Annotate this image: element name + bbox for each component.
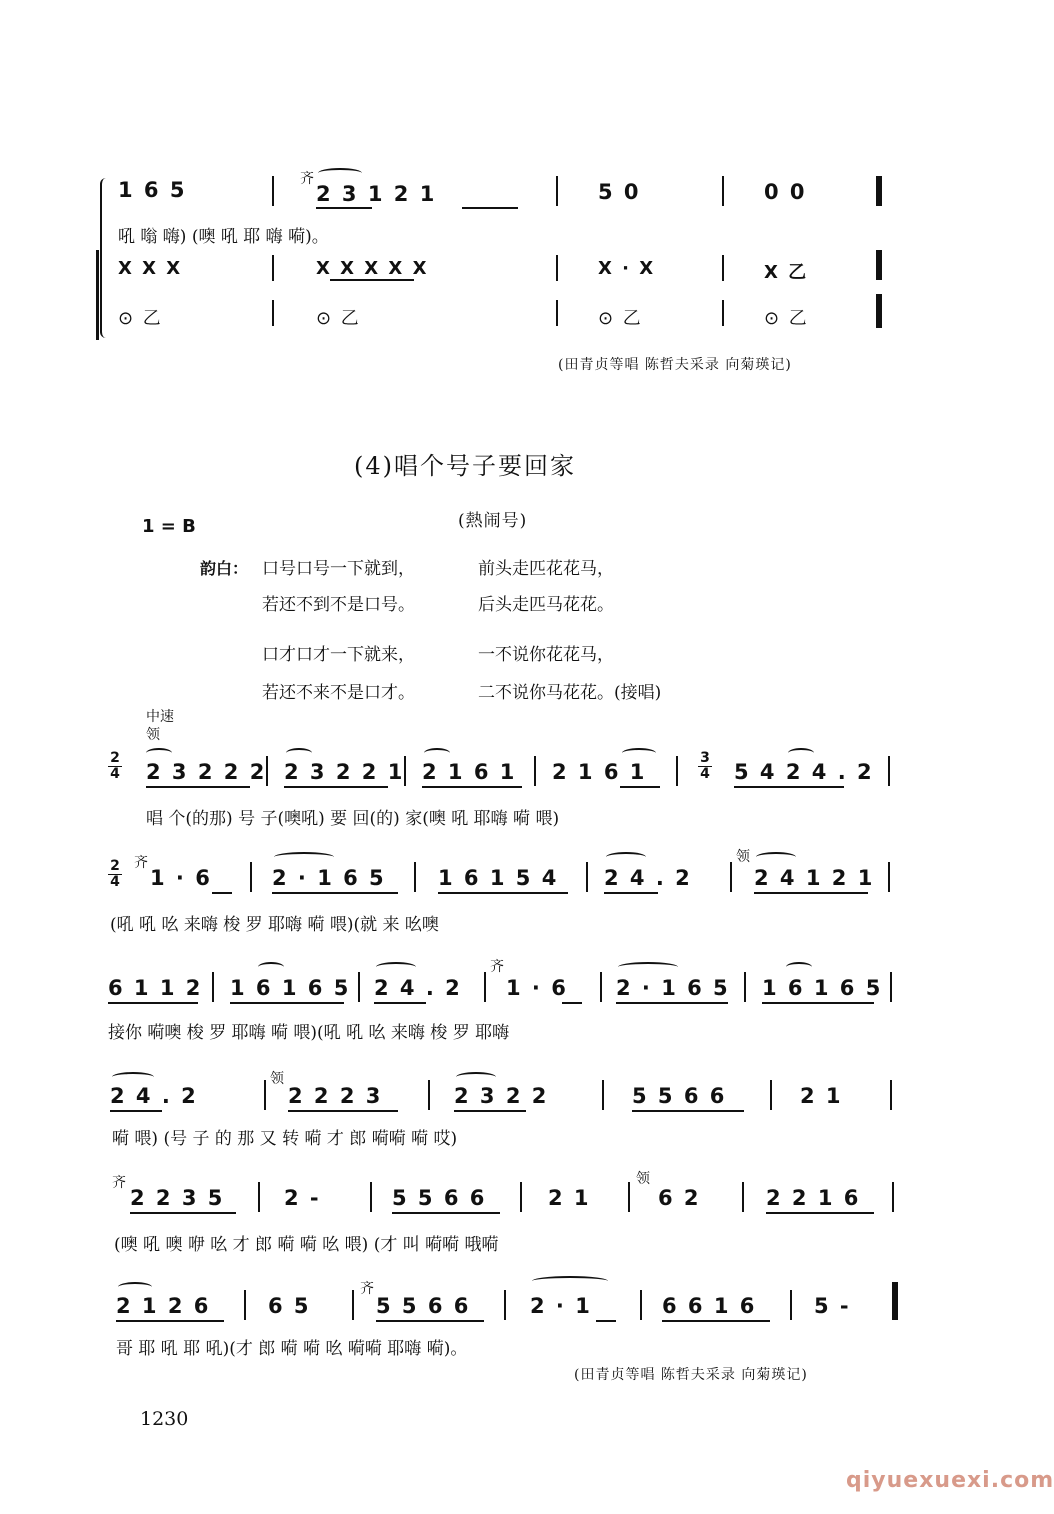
row4-m4: 5 5 6 6: [632, 1084, 727, 1108]
top-perc2-m4: ⊙ 乙: [764, 308, 809, 329]
beam: [604, 892, 658, 894]
row1-m5: 5 4 2 4 . 2: [734, 760, 874, 784]
barline: [722, 255, 724, 281]
page-number: 1230: [140, 1408, 189, 1430]
row4-lyrics: 嗬 喂) (号 子 的 那 又 转 嗬 才 郎 嗬嗬 嗬 哎): [112, 1129, 458, 1149]
tempo-mark: 中速: [146, 709, 174, 725]
barline: [676, 756, 678, 786]
barline: [520, 1182, 522, 1212]
row4-m1: 2 4 . 2: [110, 1084, 198, 1108]
recite-line: 口才口才一下就来，: [262, 645, 415, 665]
row5-m5: 6 2: [658, 1186, 701, 1210]
barline: [258, 1182, 260, 1212]
top-perc1-m4: X 乙: [764, 262, 809, 283]
lead-mark: 领: [270, 1071, 284, 1087]
barline: [556, 255, 558, 281]
beam: [272, 892, 398, 894]
row4-m2: 2 2 2 3: [288, 1084, 383, 1108]
recite-label: 韵白：: [200, 559, 249, 578]
row4-m5: 2 1: [800, 1084, 843, 1108]
top-perc2-m2: ⊙ 乙: [316, 308, 361, 329]
row2-m4: 2 4 . 2: [604, 866, 692, 890]
barline: [484, 972, 486, 1002]
slur: [786, 962, 812, 972]
barline: [790, 1290, 792, 1320]
row5-m3: 5 5 6 6: [392, 1186, 487, 1210]
key-signature: 1 = B: [142, 516, 196, 537]
top-credit: (田青贞等唱 陈哲夫采录 向菊瑛记): [558, 357, 792, 373]
slur: [788, 748, 814, 758]
beam: [616, 1002, 728, 1004]
slur: [618, 962, 678, 972]
barline: [602, 1080, 604, 1110]
barline: [212, 972, 214, 1002]
beam: [766, 1212, 874, 1214]
row1-lyrics: 唱 个(的那) 号 子(噢吼) 要 回(的) 家(噢 吼 耶嗨 嗬 喂): [146, 809, 560, 829]
top-perc1-m3: X · X: [598, 258, 656, 279]
beam: [422, 786, 522, 788]
recite-line: 口号口号一下就到，: [262, 559, 415, 579]
barline: [404, 756, 406, 786]
barline: [556, 300, 558, 326]
beam: [288, 1110, 398, 1112]
row5-m1: 2 2 3 5: [130, 1186, 225, 1210]
barline: [586, 862, 588, 892]
row1-m3: 2 1 6 1: [422, 760, 517, 784]
row5-m6: 2 2 1 6: [766, 1186, 861, 1210]
slur: [146, 748, 172, 758]
beam: [462, 207, 518, 209]
barline: [628, 1182, 630, 1212]
slur: [424, 748, 450, 758]
slur: [112, 1072, 154, 1082]
barline: [640, 1290, 642, 1320]
beam: [212, 892, 232, 894]
row3-m1: 6 1 1 2: [108, 976, 203, 1000]
barline: [358, 972, 360, 1002]
row2-m3: 1 6 1 5 4: [438, 866, 559, 890]
lead-mark: 领: [636, 1171, 650, 1187]
slur: [286, 748, 312, 758]
beam: [632, 1110, 744, 1112]
row3-m6: 1 6 1 6 5: [762, 976, 883, 1000]
beam: [762, 1002, 874, 1004]
row2-lyrics: (吼 吼 吆 来嗨 梭 罗 耶嗨 嗬 喂)(就 来 吆噢: [110, 915, 439, 935]
row3-m4: 1 · 6: [506, 976, 568, 1000]
row2-m2: 2 · 1 6 5: [272, 866, 386, 890]
qi-mark: 齐: [360, 1281, 374, 1297]
barline: [730, 862, 732, 892]
beam: [376, 1320, 484, 1322]
row6-m5: 6 6 1 6: [662, 1294, 757, 1318]
beam: [316, 207, 372, 209]
row6-m3: 5 5 6 6: [376, 1294, 471, 1318]
final-barline: [876, 294, 882, 328]
time-signature: 3 4: [698, 752, 712, 781]
beam: [130, 1212, 236, 1214]
slur: [274, 852, 334, 862]
row3-m2: 1 6 1 6 5: [230, 976, 351, 1000]
top-perc1-m1: X X X: [118, 258, 183, 279]
barline: [744, 972, 746, 1002]
barline: [534, 756, 536, 786]
row2-m5: 2 4 1 2 1: [754, 866, 875, 890]
barline: [890, 1080, 892, 1110]
slur: [622, 748, 656, 758]
barline: [352, 1290, 354, 1320]
barline: [504, 1290, 506, 1320]
beam: [562, 1002, 582, 1004]
qi-mark: 齐: [134, 855, 148, 871]
watermark: qiyuexuexi.com: [846, 1468, 1054, 1493]
barline: [264, 1080, 266, 1110]
beam: [438, 892, 568, 894]
slur: [258, 962, 284, 972]
row6-m2: 6 5: [268, 1294, 311, 1318]
slur: [376, 962, 416, 972]
barline: [890, 972, 892, 1002]
barline: [272, 300, 274, 326]
row6-m6: 5 -: [814, 1294, 851, 1318]
row3-m5: 2 · 1 6 5: [616, 976, 730, 1000]
barline: [742, 1182, 744, 1212]
barline: [556, 176, 558, 206]
top-perc2-m1: ⊙ 乙: [118, 308, 163, 329]
qi-mark: 齐: [490, 959, 504, 975]
beam: [454, 1110, 526, 1112]
row3-m3: 2 4 . 2: [374, 976, 462, 1000]
top-melody-m2: 2 3 1 2 1: [316, 182, 437, 206]
top-perc1-m2: X X X X X: [316, 258, 429, 279]
perc-bracket: [96, 250, 103, 340]
recite-line: 二不说你马花花。(接唱): [478, 683, 662, 703]
row1-m4: 2 1 6 1: [552, 760, 647, 784]
row6-m1: 2 1 2 6: [116, 1294, 211, 1318]
barline: [250, 862, 252, 892]
top-perc2-m3: ⊙ 乙: [598, 308, 643, 329]
beam: [374, 1002, 426, 1004]
song-title: (4)唱个号子要回家: [354, 452, 576, 480]
beam: [596, 1320, 616, 1322]
top-melody-m1: 1 6 5: [118, 178, 187, 202]
beam: [754, 892, 868, 894]
barline: [428, 1080, 430, 1110]
slur: [118, 1282, 152, 1292]
barline: [414, 862, 416, 892]
top-melody-m3: 5 0: [598, 180, 641, 204]
lead-mark: 领: [736, 849, 750, 865]
row5-m2: 2 -: [284, 1186, 321, 1210]
barline: [722, 300, 724, 326]
barline: [272, 255, 274, 281]
recite-line: 若还不来不是口才。: [262, 683, 415, 703]
barline: [770, 1080, 772, 1110]
beam: [116, 1320, 224, 1322]
row1-m2: 2 3 2 2 1: [284, 760, 405, 784]
slur: [756, 852, 796, 862]
barline: [244, 1290, 246, 1320]
barline: [370, 1182, 372, 1212]
row6-lyrics: 哥 耶 吼 耶 吼)(才 郎 嗬 嗬 吆 嗬嗬 耶嗨 嗬)。: [116, 1339, 468, 1359]
time-signature: 2 4: [108, 860, 122, 889]
barline: [888, 756, 890, 786]
song-credit: (田青贞等唱 陈哲夫采录 向菊瑛记): [574, 1367, 808, 1383]
row5-lyrics: (噢 吼 噢 咿 吆 才 郎 嗬 嗬 吆 喂) (才 叫 嗬嗬 哦嗬: [114, 1235, 499, 1255]
recite-line: 前头走匹花花马，: [478, 559, 614, 579]
qi-mark: 齐: [112, 1175, 126, 1191]
recite-line: 若还不到不是口号。: [262, 595, 415, 615]
beam: [146, 786, 250, 788]
final-barline: [876, 176, 882, 206]
row2-m1: 1 · 6: [150, 866, 212, 890]
slur: [318, 168, 362, 178]
final-barline: [876, 250, 882, 280]
slur: [532, 1276, 608, 1286]
row3-lyrics: 接你 嗬噢 梭 罗 耶嗨 嗬 喂)(吼 吼 吆 来嗨 梭 罗 耶嗨: [108, 1023, 510, 1043]
top-lyrics: 吼 嗡 嗨) (噢 吼 耶 嗨 嗬)。: [118, 227, 329, 247]
beam: [734, 786, 844, 788]
beam: [284, 786, 388, 788]
top-melody-m4: 0 0: [764, 180, 807, 204]
slur: [456, 1072, 496, 1082]
row5-m4: 2 1: [548, 1186, 591, 1210]
beam: [620, 786, 660, 788]
row4-m3: 2 3 2 2: [454, 1084, 549, 1108]
barline: [722, 176, 724, 206]
beam: [110, 1110, 162, 1112]
qi-mark: 齐: [300, 171, 314, 187]
lead-mark: 领: [146, 727, 160, 743]
recite-line: 后头走匹马花花。: [478, 595, 614, 615]
beam: [392, 1212, 500, 1214]
barline: [892, 1182, 894, 1212]
recite-line: 一不说你花花马，: [478, 645, 614, 665]
barline: [272, 176, 274, 206]
beam: [330, 279, 414, 281]
beam: [662, 1320, 770, 1322]
barline: [888, 862, 890, 892]
time-signature: 2 4: [108, 752, 122, 781]
song-subtitle: (熱闹号): [458, 511, 528, 531]
barline: [600, 972, 602, 1002]
row6-m4: 2 · 1: [530, 1294, 592, 1318]
slur: [606, 852, 646, 862]
row1-m1: 2 3 2 2 2: [146, 760, 267, 784]
beam: [108, 1002, 198, 1004]
final-barline: [892, 1282, 898, 1320]
beam: [230, 1002, 344, 1004]
barline: [266, 756, 268, 786]
